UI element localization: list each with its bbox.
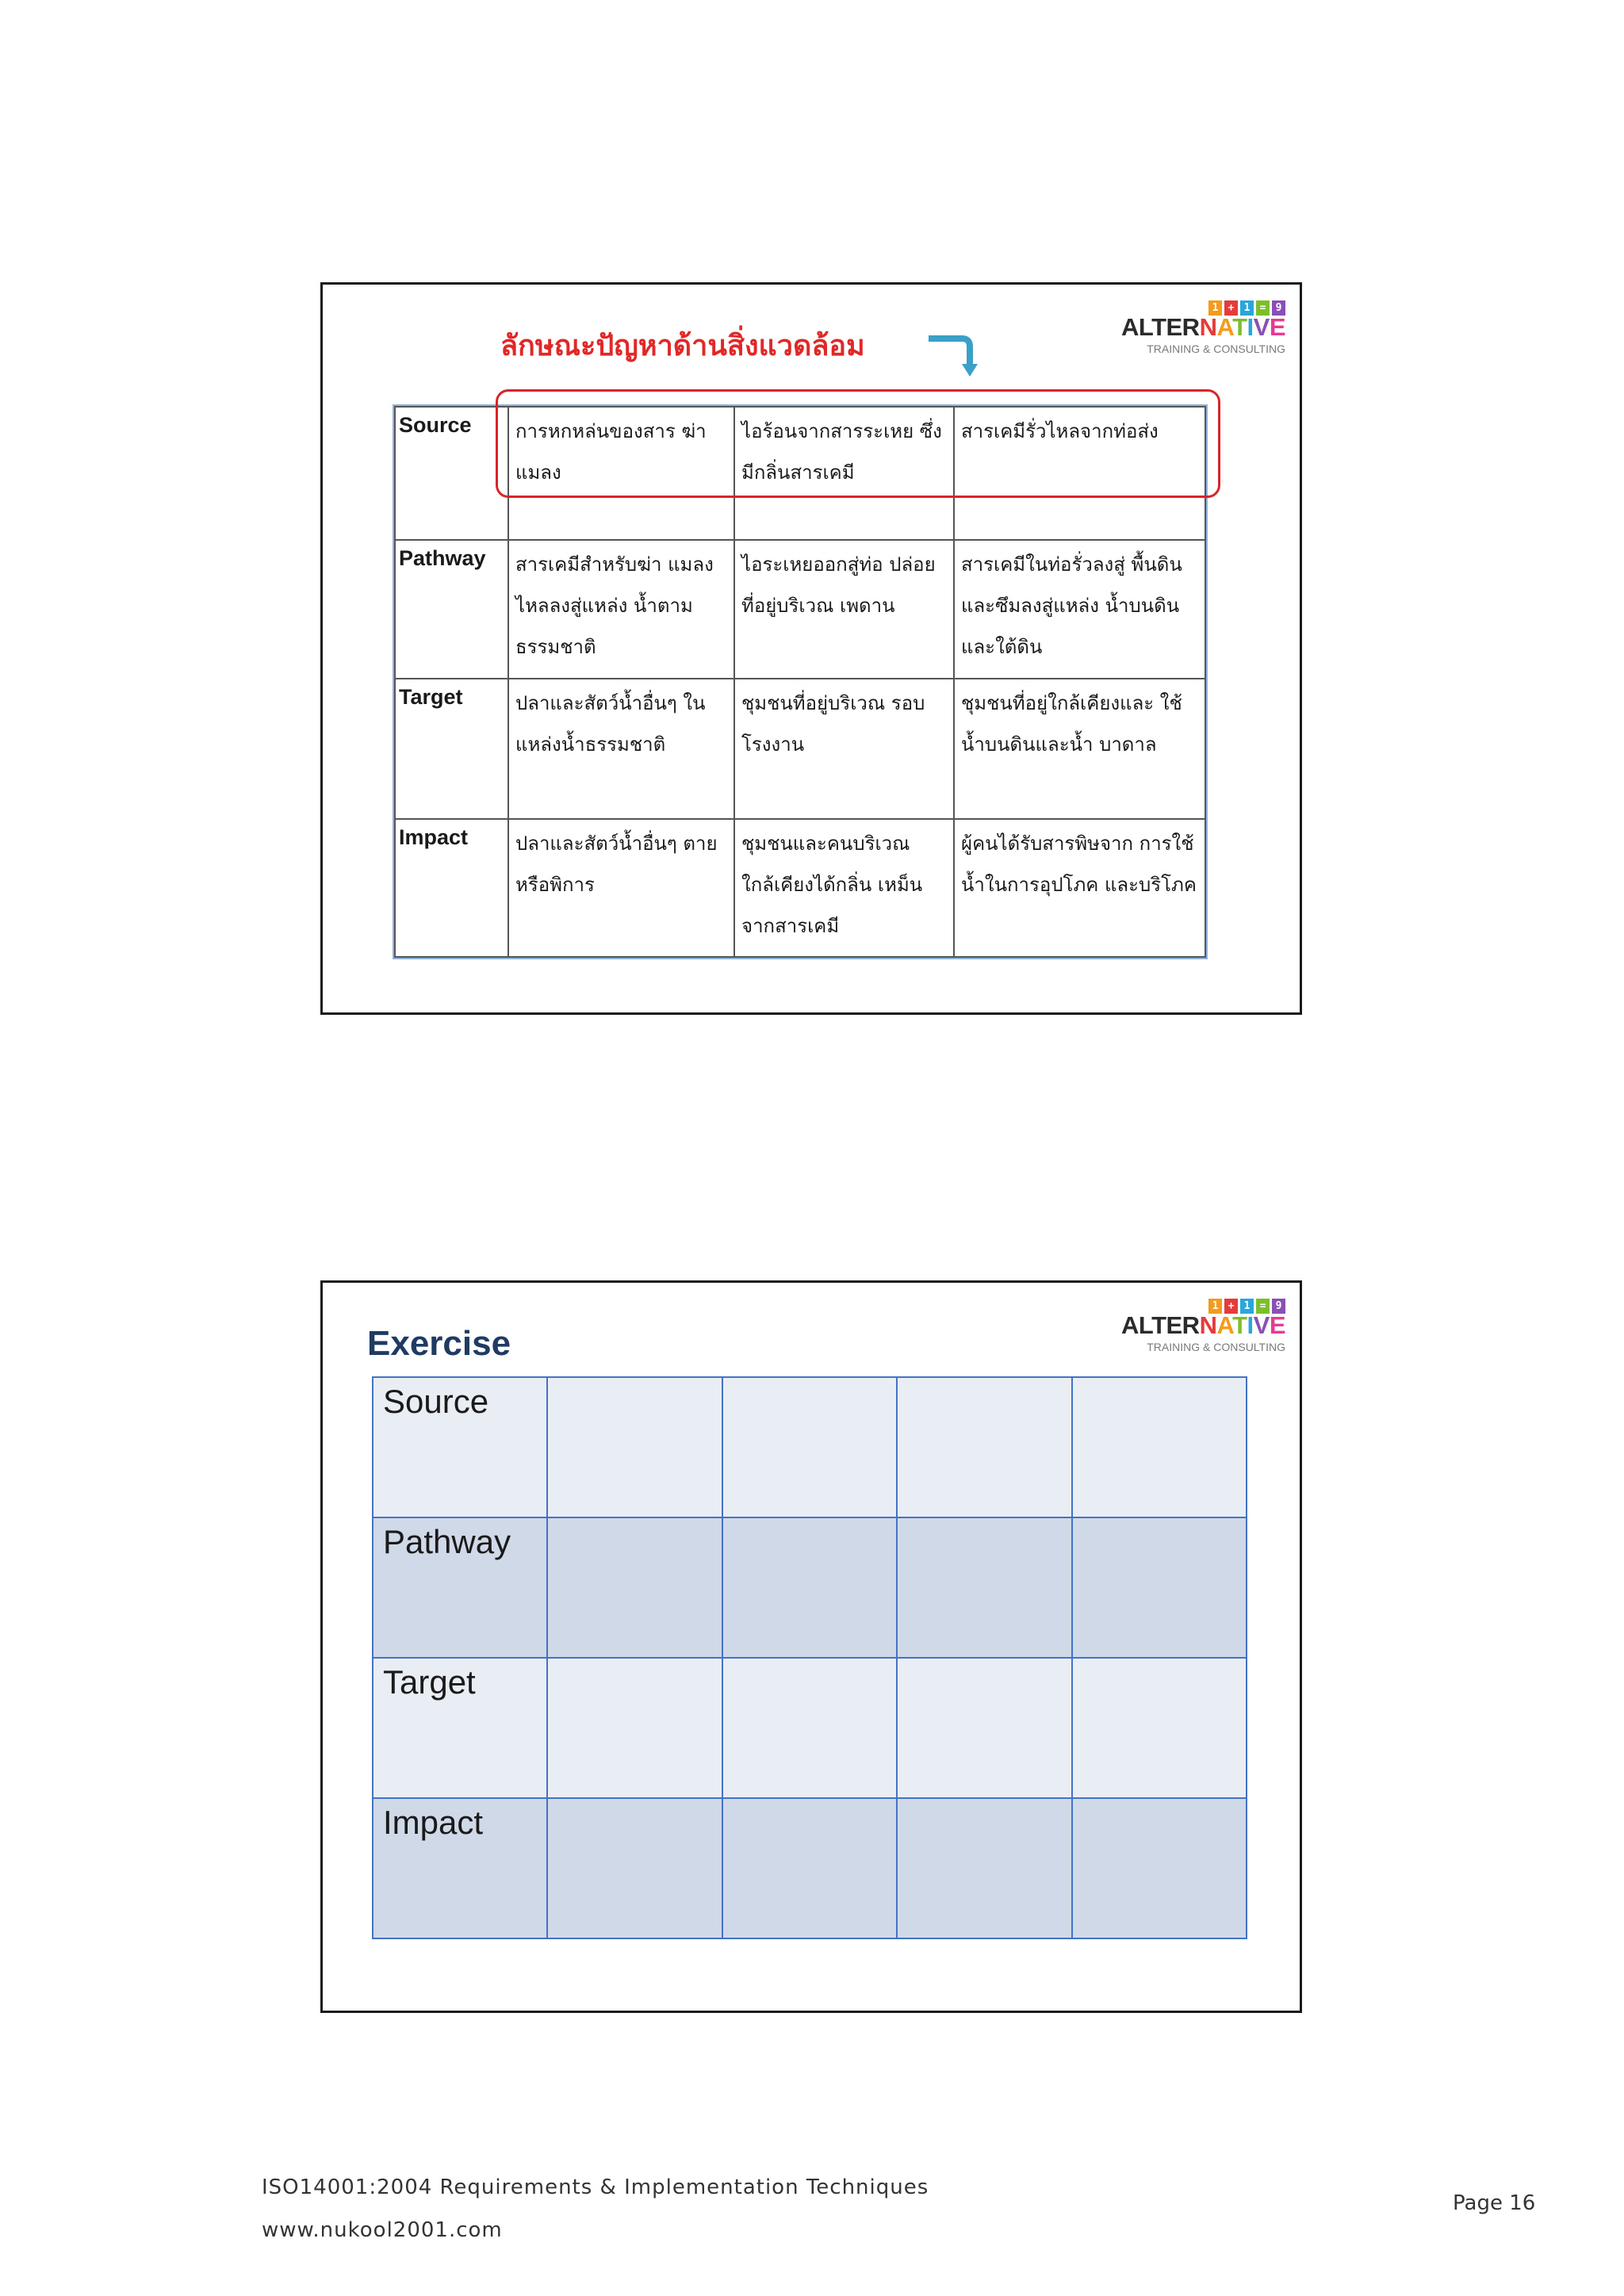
- table-cell: [547, 1517, 722, 1658]
- exercise-table: [372, 1376, 1247, 1939]
- table-cell: ชุมชนและคนบริเวณ ใกล้เคียงได้กลิ่น เหม็นจากสารเคมี: [734, 819, 954, 957]
- table-cell: [1072, 1517, 1247, 1658]
- table-cell: [547, 1377, 722, 1517]
- row-header: Target: [373, 1658, 547, 1798]
- table-cell: [897, 1377, 1071, 1517]
- table-row: [373, 1517, 1247, 1658]
- table-cell: ปลาและสัตว์น้ำอื่นๆ ในแหล่งน้ำธรรมชาติ: [508, 679, 734, 819]
- row-header: Impact: [373, 1798, 547, 1938]
- logo-subtitle: TRAINING & CONSULTING: [1147, 1341, 1285, 1353]
- row-header: Impact: [395, 819, 508, 957]
- logo-wordmark: ALTERNATIVE: [1121, 313, 1285, 341]
- company-logo: [1121, 1299, 1285, 1354]
- table-cell: [1072, 1377, 1247, 1517]
- table-cell: [897, 1658, 1071, 1798]
- table-cell: ผู้คนได้รับสารพิษจาก การใช้น้ำในการอุปโภค และบริโภค: [954, 819, 1205, 957]
- table-row: [395, 679, 1205, 819]
- footer-course-title: ISO14001:2004 Requirements & Implementation Techniques: [262, 2175, 929, 2199]
- page-number: Page 16: [1453, 2191, 1536, 2215]
- table-row: [373, 1658, 1247, 1798]
- slide-title: Exercise: [367, 1324, 511, 1363]
- row-header: Source: [395, 407, 508, 540]
- table-cell: ไอร้อนจากสารระเหย ซึ่งมีกลิ่นสารเคมี: [734, 407, 954, 540]
- table-cell: [1072, 1658, 1247, 1798]
- logo-subtitle: TRAINING & CONSULTING: [1147, 342, 1285, 355]
- table-cell: สารเคมีในท่อรั่วลงสู่ พื้นดิน และซึมลงสู่แหล่ง น้ำบนดินและใต้ดิน: [954, 540, 1205, 679]
- table-cell: [722, 1377, 897, 1517]
- table-row: [373, 1798, 1247, 1938]
- table-cell: ไอระเหยออกสู่ท่อ ปล่อยที่อยู่บริเวณ เพดาน: [734, 540, 954, 679]
- table-cell: ปลาและสัตว์น้ำอื่นๆ ตาย หรือพิการ: [508, 819, 734, 957]
- table-cell: สารเคมีสำหรับฆ่า แมลงไหลลงสู่แหล่ง น้ำตามธรรมชาติ: [508, 540, 734, 679]
- slide-environment-problems: [320, 282, 1302, 1015]
- table-cell: ชุมชนที่อยู่ใกล้เคียงและ ใช้น้ำบนดินและน้ำ บาดาล: [954, 679, 1205, 819]
- table-cell: การหกหล่นของสาร ฆ่าแมลง: [508, 407, 734, 540]
- table-cell: [722, 1517, 897, 1658]
- footer-website: www.nukool2001.com: [262, 2218, 503, 2242]
- table-cell: [722, 1658, 897, 1798]
- row-header: Source: [373, 1377, 547, 1517]
- table-cell: สารเคมีรั่วไหลจากท่อส่ง: [954, 407, 1205, 540]
- table-cell: [897, 1798, 1071, 1938]
- table-cell: ชุมชนที่อยู่บริเวณ รอบโรงงาน: [734, 679, 954, 819]
- table-cell: [547, 1658, 722, 1798]
- logo-equation: 1 + 1 = 9: [1208, 300, 1285, 316]
- company-logo: [1121, 300, 1285, 356]
- logo-wordmark: ALTERNATIVE: [1121, 1311, 1285, 1339]
- row-header: Pathway: [395, 540, 508, 679]
- environment-problems-table: [394, 406, 1206, 958]
- logo-equation: 1 + 1 = 9: [1208, 1299, 1285, 1314]
- arrow-down-icon: [925, 332, 981, 380]
- table-cell: [547, 1798, 722, 1938]
- table-cell: [897, 1517, 1071, 1658]
- slide-title: ลักษณะปัญหาด้านสิ่งแวดล้อม: [500, 330, 865, 362]
- table-row: [395, 540, 1205, 679]
- table-row: [373, 1377, 1247, 1517]
- table-cell: [722, 1798, 897, 1938]
- row-header: Target: [395, 679, 508, 819]
- table-row: [395, 819, 1205, 957]
- slide-exercise: [320, 1280, 1302, 2013]
- table-row: [395, 407, 1205, 540]
- row-header: Pathway: [373, 1517, 547, 1658]
- table-cell: [1072, 1798, 1247, 1938]
